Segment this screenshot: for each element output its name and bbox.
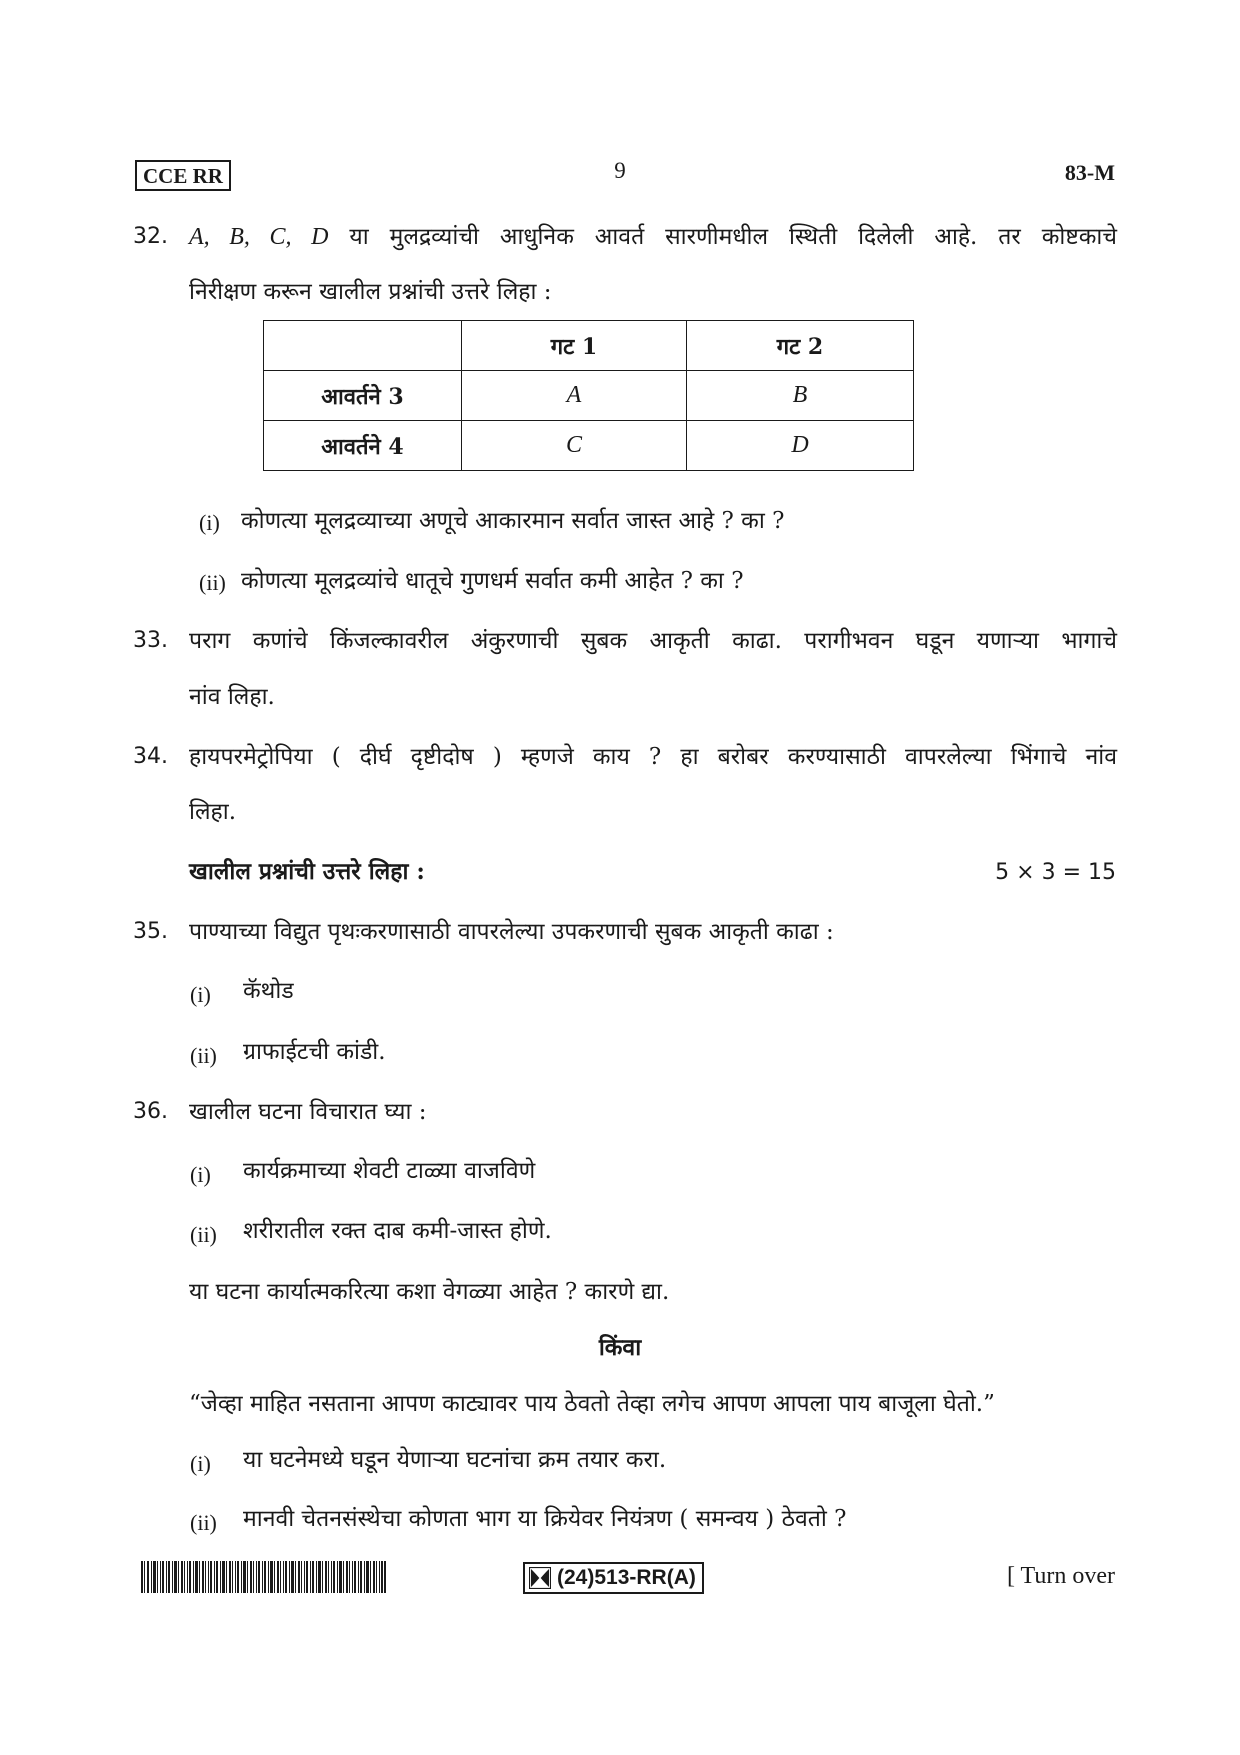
barcode — [141, 1561, 386, 1593]
header-right-code: 83-M — [1064, 160, 1115, 185]
table-header-row — [264, 321, 914, 371]
question-34-line1: हायपरमेट्रोपिया ( दीर्घ दृष्टीदोष ) म्हणजे काय ? हा बरोबर करण्यासाठी वापरलेल्या भिंगाचे नांव — [189, 744, 1117, 770]
question-32-line2: निरीक्षण करून खालील प्रश्नांची उत्तरे लिहा : — [189, 279, 552, 305]
paper-code-box — [523, 1562, 704, 1594]
section-marks: 5 × 3 = 15 — [995, 860, 1116, 885]
question-32-sub-2-number: (ii) — [199, 570, 226, 595]
turn-over-note: [ Turn over — [1006, 1563, 1115, 1589]
question-35-sub-2-text: ग्राफाईटची कांडी. — [243, 1039, 386, 1065]
question-32-number: 32. — [133, 224, 168, 249]
table-row — [264, 421, 914, 471]
question-36-question: या घटना कार्यात्मकरित्या कशा वेगळ्या आहेत ? कारणे द्या. — [189, 1279, 670, 1305]
question-36-sub-1-number: (i) — [190, 1162, 211, 1187]
question-36-quote: “जेव्हा माहित नसताना आपण काट्यावर पाय ठेवतो तेव्हा लगेच आपण आपला पाय बाजूला घेतो.” — [189, 1391, 995, 1417]
question-33-number: 33. — [133, 628, 168, 653]
question-35-text: पाण्याच्या विद्युत पृथःकरणासाठी वापरलेल्या उपकरणाची सुबक आकृती काढा : — [189, 919, 834, 945]
table-cell: C — [462, 421, 687, 471]
question-36-text: खालील घटना विचारात घ्या : — [189, 1099, 427, 1125]
question-32-elements: A, B, C, D — [189, 224, 329, 250]
page-number: 9 — [614, 158, 626, 183]
section-heading: खालील प्रश्नांची उत्तरे लिहा : — [189, 858, 425, 885]
table-header-group-1: गट 1 — [462, 321, 687, 371]
table-row-label: आवर्तने 4 — [264, 421, 462, 471]
table-corner-cell — [264, 321, 462, 371]
question-36-sub-2-number: (ii) — [190, 1222, 217, 1247]
table-row — [264, 371, 914, 421]
question-36-alt-sub-1-number: (i) — [190, 1451, 211, 1476]
table-cell: A — [462, 371, 687, 421]
table-row-label: आवर्तने 3 — [264, 371, 462, 421]
paper-code-mark-icon — [529, 1567, 551, 1589]
question-35-number: 35. — [133, 919, 168, 944]
table-cell: B — [687, 371, 914, 421]
question-33-line2: नांव लिहा. — [189, 684, 275, 710]
question-35-sub-2-number: (ii) — [190, 1043, 217, 1068]
question-36-sub-1-text: कार्यक्रमाच्या शेवटी टाळ्या वाजविणे — [243, 1158, 536, 1184]
question-32-sub-2-text: कोणत्या मूलद्रव्यांचे धातूचे गुणधर्म सर्वात कमी आहेत ? का ? — [241, 568, 744, 594]
question-32-sub-1-text: कोणत्या मूलद्रव्याच्या अणूचे आकारमान सर्वात जास्त आहे ? का ? — [241, 508, 785, 534]
question-36-alt-sub-2-text: मानवी चेतनसंस्थेचा कोणता भाग या क्रियेवर नियंत्रण ( समन्वय ) ठेवतो ? — [243, 1506, 847, 1532]
question-32-line1 — [189, 222, 1117, 252]
or-separator: किंवा — [598, 1334, 642, 1361]
question-34-line2: लिहा. — [189, 799, 237, 825]
question-36-alt-sub-2-number: (ii) — [190, 1510, 217, 1535]
periodic-table-positions — [263, 320, 914, 471]
paper-code: (24)513-RR(A) — [557, 1566, 696, 1589]
question-32-sub-1-number: (i) — [199, 510, 220, 535]
question-35-sub-1-number: (i) — [190, 982, 211, 1007]
table-header-group-2: गट 2 — [687, 321, 914, 371]
question-36-number: 36. — [133, 1099, 168, 1124]
question-35-sub-1-text: कॅथोड — [243, 978, 294, 1004]
question-34-number: 34. — [133, 744, 168, 769]
question-32-line1-text: या मुलद्रव्यांची आधुनिक आवर्त सारणीमधील स्थिती दिलेली आहे. तर कोष्टकाचे — [349, 224, 1117, 250]
question-36-sub-2-text: शरीरातील रक्त दाब कमी-जास्त होणे. — [243, 1218, 552, 1244]
table-cell: D — [687, 421, 914, 471]
question-33-line1: पराग कणांचे किंजल्कावरील अंकुरणाची सुबक आकृती काढा. परागीभवन घडून यणाऱ्या भागाचे — [189, 628, 1117, 654]
question-36-alt-sub-1-text: या घटनेमध्ये घडून येणाऱ्या घटनांचा क्रम तयार करा. — [243, 1447, 667, 1473]
header-left-code: CCE RR — [135, 160, 231, 191]
